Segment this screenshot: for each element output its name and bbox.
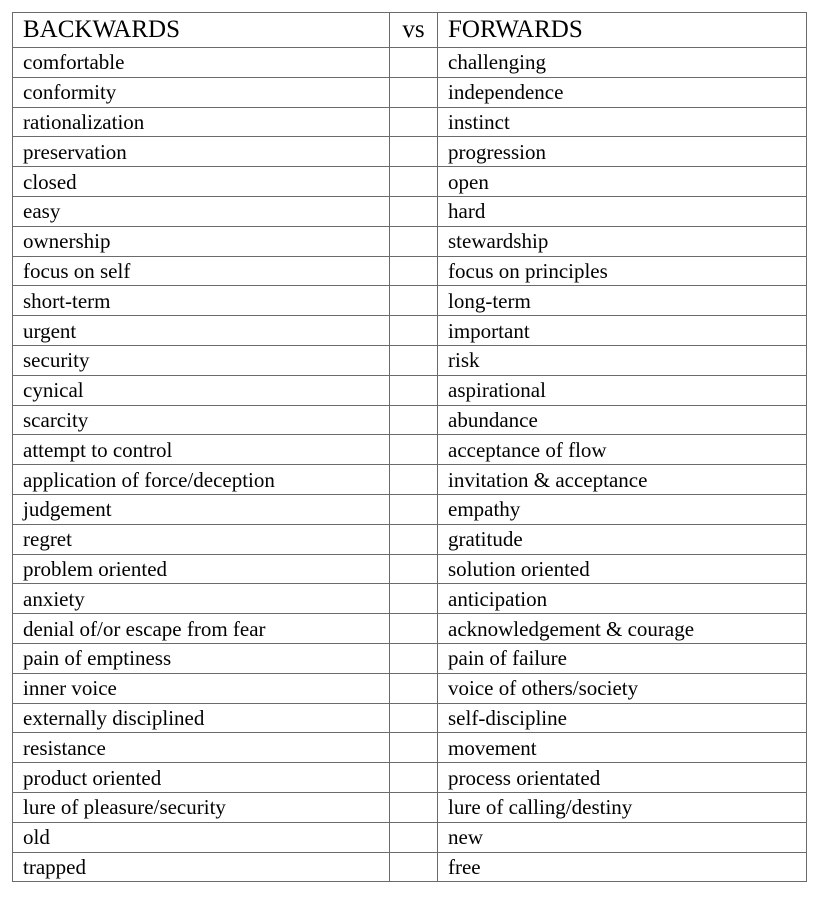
forwards-cell: progression	[438, 137, 807, 167]
backwards-cell: comfortable	[13, 48, 390, 78]
backwards-cell: security	[13, 345, 390, 375]
table-row	[13, 48, 807, 78]
forwards-cell: abundance	[438, 405, 807, 435]
table-row	[13, 792, 807, 822]
table-row	[13, 196, 807, 226]
table-row	[13, 345, 807, 375]
backwards-cell: old	[13, 822, 390, 852]
forwards-cell: important	[438, 316, 807, 346]
vs-cell	[390, 465, 438, 495]
forwards-cell: movement	[438, 733, 807, 763]
forwards-cell: new	[438, 822, 807, 852]
vs-cell	[390, 554, 438, 584]
backwards-cell: inner voice	[13, 673, 390, 703]
vs-cell	[390, 792, 438, 822]
forwards-cell: empathy	[438, 494, 807, 524]
forwards-cell: aspirational	[438, 375, 807, 405]
table-row	[13, 822, 807, 852]
table-row	[13, 524, 807, 554]
header-forwards: FORWARDS	[438, 13, 807, 48]
backwards-cell: regret	[13, 524, 390, 554]
forwards-cell: free	[438, 852, 807, 882]
backwards-cell: rationalization	[13, 107, 390, 137]
forwards-cell: acknowledgement & courage	[438, 614, 807, 644]
vs-cell	[390, 286, 438, 316]
backwards-cell: ownership	[13, 226, 390, 256]
table-row	[13, 763, 807, 793]
forwards-cell: long-term	[438, 286, 807, 316]
table-row	[13, 852, 807, 882]
table-row	[13, 316, 807, 346]
table-row	[13, 405, 807, 435]
vs-cell	[390, 643, 438, 673]
vs-cell	[390, 852, 438, 882]
forwards-cell: pain of failure	[438, 643, 807, 673]
table-row	[13, 167, 807, 197]
forwards-cell: voice of others/society	[438, 673, 807, 703]
table-row	[13, 226, 807, 256]
forwards-cell: stewardship	[438, 226, 807, 256]
backwards-cell: judgement	[13, 494, 390, 524]
forwards-cell: instinct	[438, 107, 807, 137]
table-body	[13, 48, 807, 882]
backwards-cell: closed	[13, 167, 390, 197]
backwards-cell: conformity	[13, 77, 390, 107]
forwards-cell: independence	[438, 77, 807, 107]
vs-cell	[390, 614, 438, 644]
forwards-cell: process orientated	[438, 763, 807, 793]
table-row	[13, 256, 807, 286]
backwards-cell: urgent	[13, 316, 390, 346]
vs-cell	[390, 763, 438, 793]
table-row	[13, 77, 807, 107]
vs-cell	[390, 673, 438, 703]
header-backwards: BACKWARDS	[13, 13, 390, 48]
vs-cell	[390, 524, 438, 554]
table-row	[13, 614, 807, 644]
backwards-cell: anxiety	[13, 584, 390, 614]
backwards-cell: trapped	[13, 852, 390, 882]
backwards-cell: short-term	[13, 286, 390, 316]
vs-cell	[390, 584, 438, 614]
vs-cell	[390, 435, 438, 465]
table-header	[13, 13, 807, 48]
vs-cell	[390, 822, 438, 852]
table-row	[13, 494, 807, 524]
vs-cell	[390, 703, 438, 733]
backwards-cell: resistance	[13, 733, 390, 763]
header-vs: vs	[390, 13, 438, 48]
forwards-cell: invitation & acceptance	[438, 465, 807, 495]
table-row	[13, 584, 807, 614]
backwards-cell: attempt to control	[13, 435, 390, 465]
vs-cell	[390, 375, 438, 405]
forwards-cell: solution oriented	[438, 554, 807, 584]
vs-cell	[390, 196, 438, 226]
vs-cell	[390, 345, 438, 375]
table-row	[13, 673, 807, 703]
backwards-cell: product oriented	[13, 763, 390, 793]
forwards-cell: anticipation	[438, 584, 807, 614]
vs-cell	[390, 137, 438, 167]
table-row	[13, 375, 807, 405]
table-row	[13, 554, 807, 584]
vs-cell	[390, 733, 438, 763]
backwards-cell: cynical	[13, 375, 390, 405]
table-row	[13, 286, 807, 316]
backwards-cell: denial of/or escape from fear	[13, 614, 390, 644]
forwards-cell: self-discipline	[438, 703, 807, 733]
backwards-cell: externally disciplined	[13, 703, 390, 733]
forwards-cell: gratitude	[438, 524, 807, 554]
backwards-cell: application of force/deception	[13, 465, 390, 495]
forwards-cell: hard	[438, 196, 807, 226]
forwards-cell: risk	[438, 345, 807, 375]
backwards-cell: preservation	[13, 137, 390, 167]
table-row	[13, 733, 807, 763]
vs-cell	[390, 226, 438, 256]
vs-cell	[390, 494, 438, 524]
backwards-cell: easy	[13, 196, 390, 226]
comparison-table	[12, 12, 807, 882]
header-row	[13, 13, 807, 48]
forwards-cell: focus on principles	[438, 256, 807, 286]
vs-cell	[390, 48, 438, 78]
table-row	[13, 703, 807, 733]
vs-cell	[390, 405, 438, 435]
vs-cell	[390, 256, 438, 286]
backwards-cell: focus on self	[13, 256, 390, 286]
table-row	[13, 435, 807, 465]
table-row	[13, 643, 807, 673]
backwards-cell: lure of pleasure/security	[13, 792, 390, 822]
table-row	[13, 465, 807, 495]
backwards-cell: problem oriented	[13, 554, 390, 584]
table-row	[13, 137, 807, 167]
table-row	[13, 107, 807, 137]
forwards-cell: open	[438, 167, 807, 197]
backwards-cell: pain of emptiness	[13, 643, 390, 673]
forwards-cell: lure of calling/destiny	[438, 792, 807, 822]
vs-cell	[390, 107, 438, 137]
backwards-cell: scarcity	[13, 405, 390, 435]
forwards-cell: acceptance of flow	[438, 435, 807, 465]
vs-cell	[390, 167, 438, 197]
forwards-cell: challenging	[438, 48, 807, 78]
vs-cell	[390, 77, 438, 107]
vs-cell	[390, 316, 438, 346]
